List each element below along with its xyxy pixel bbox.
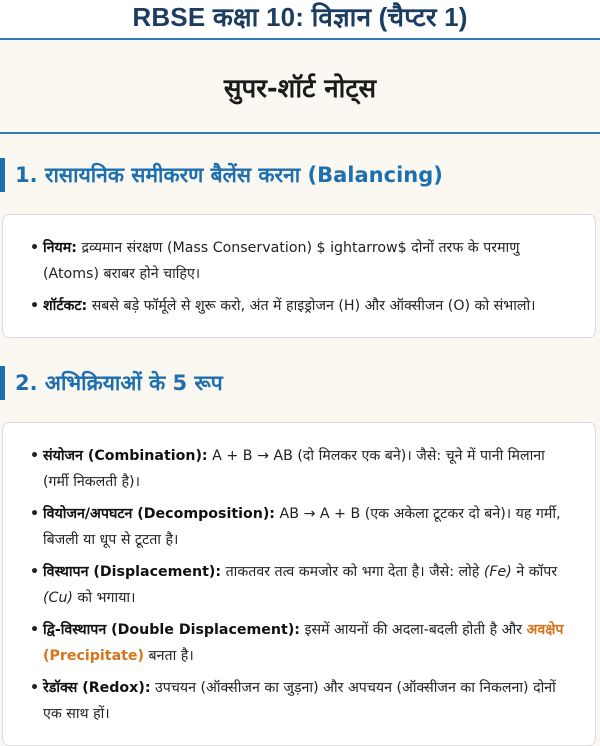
list-item bbox=[43, 501, 571, 553]
list-item bbox=[43, 559, 571, 611]
item-text: सबसे बड़े फॉर्मूले से शुरू करो, अंत में हाइड्रोजन (H) और ऑक्सीजन (O) को संभालो। bbox=[87, 298, 536, 314]
item-label: रेडॉक्स (Redox): bbox=[43, 680, 151, 696]
highlight-term: अवक्षेप (Precipitate) bbox=[43, 622, 564, 664]
subtitle-band bbox=[0, 40, 600, 134]
list-item bbox=[43, 293, 571, 319]
section-2-list bbox=[43, 443, 571, 727]
section-1-heading bbox=[0, 158, 600, 192]
section-1-accent-bar bbox=[0, 158, 5, 192]
page-title: RBSE कक्षा 10: विज्ञान (चैप्टर 1) bbox=[132, 2, 468, 32]
section-1-title: 1. रासायनिक समीकरण बैलेंस करना (Balancing) bbox=[15, 163, 443, 187]
section-1-card bbox=[2, 214, 596, 338]
item-text: उपचयन (ऑक्सीजन का जुड़ना) और अपचयन (ऑक्सीजन का निकलना) दोनों एक साथ हों। bbox=[43, 680, 556, 722]
section-1-list bbox=[43, 235, 571, 319]
item-text: ताकतवर तत्व कमजोर को भगा देता है। जैसे: लोहे bbox=[221, 564, 484, 580]
item-label: वियोजन/अपघटन (Decomposition): bbox=[43, 506, 275, 522]
page-subtitle: सुपर-शॉर्ट नोट्स bbox=[223, 74, 377, 104]
item-label: विस्थापन (Displacement): bbox=[43, 564, 222, 580]
item-label: शॉर्टकट: bbox=[43, 298, 88, 314]
item-text: बनता है। bbox=[144, 648, 194, 664]
list-item bbox=[43, 617, 571, 669]
item-label: संयोजन (Combination): bbox=[43, 448, 208, 464]
item-text: को भगाया। bbox=[72, 590, 136, 606]
item-text-italic: (Cu) bbox=[43, 590, 73, 606]
section-2-heading bbox=[0, 366, 600, 400]
item-text: द्रव्यमान संरक्षण (Mass Conservation) $ ightarrow$ दोनों तरफ के परमाणु (Atoms) बराबर होने चाहिए। bbox=[43, 240, 520, 282]
list-item bbox=[43, 675, 571, 727]
list-item bbox=[43, 443, 571, 495]
item-text: इसमें आयनों की अदला-बदली होती है और bbox=[299, 622, 527, 638]
section-2-accent-bar bbox=[0, 366, 5, 400]
item-text: A + B → AB (दो मिलकर एक बने)। जैसे: चूने में पानी मिलाना (गर्मी निकलती है)। bbox=[43, 448, 545, 490]
title-band bbox=[0, 0, 600, 40]
section-2-card bbox=[2, 422, 596, 746]
item-text: AB → A + B (एक अकेला टूटकर दो बने)। यह गर्मी, बिजली या धूप से टूटता है। bbox=[43, 506, 561, 548]
section-2-title: 2. अभिक्रियाओं के 5 रूप bbox=[15, 371, 223, 395]
item-label: द्वि-विस्थापन (Double Displacement): bbox=[43, 622, 300, 638]
list-item bbox=[43, 235, 571, 287]
item-text: ने कॉपर bbox=[511, 564, 558, 580]
item-label: नियम: bbox=[43, 240, 77, 256]
item-text-italic: (Fe) bbox=[483, 564, 512, 580]
